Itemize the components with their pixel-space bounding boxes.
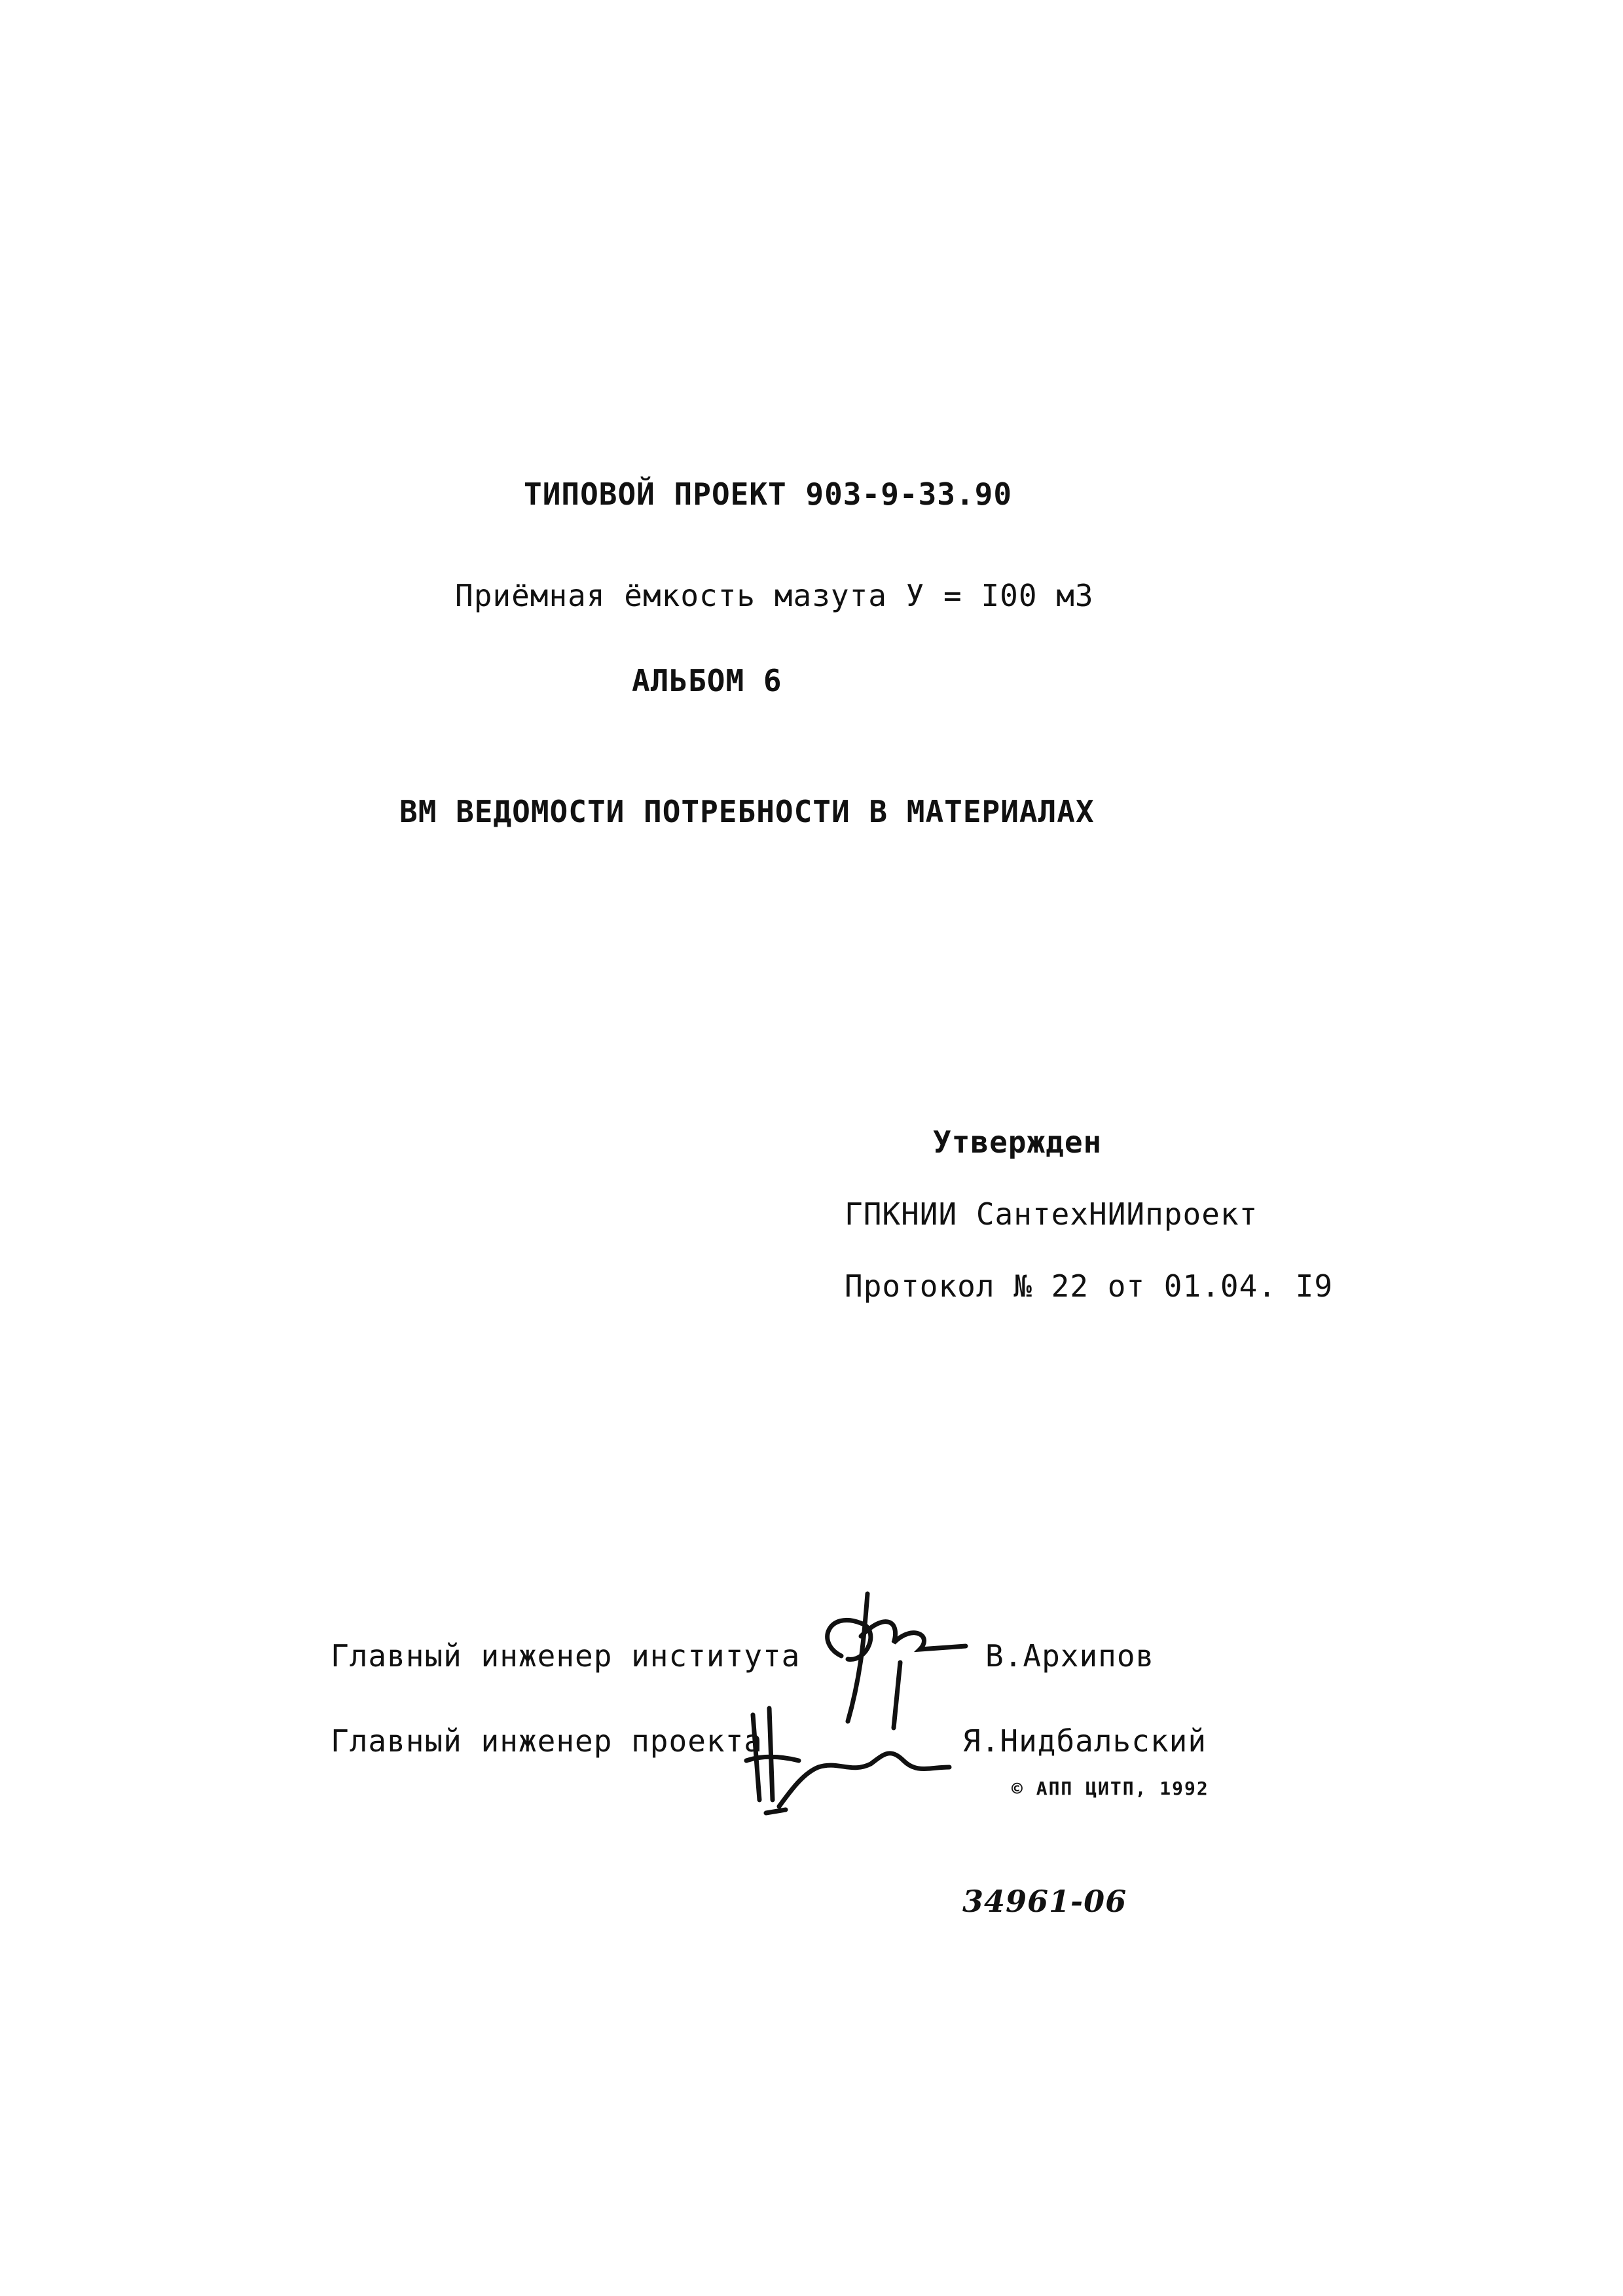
inventory-number: 34961-06 — [962, 1884, 1127, 1919]
protocol-line: Протокол № 22 от 01.04. I9 — [845, 1268, 1334, 1304]
project-title: ТИПОВОЙ ПРОЕКТ 903-9-33.90 — [524, 476, 1013, 512]
section-title: ВМ ВЕДОМОСТИ ПОТРЕБНОСТИ В МАТЕРИАЛАХ — [399, 794, 1095, 829]
subject-line: Приёмная ёмкость мазута У = I00 м3 — [455, 578, 1094, 613]
chief-engineer-institute-name: В.Архипов — [985, 1638, 1155, 1674]
chief-engineer-project-label: Главный инженер проекта — [331, 1723, 763, 1759]
signature-project — [740, 1702, 962, 1820]
chief-engineer-project-name: Я.Нидбальский — [962, 1723, 1207, 1759]
approved-label: Утвержден — [933, 1124, 1103, 1160]
album-number: АЛЬБОМ 6 — [632, 663, 782, 698]
chief-engineer-institute-label: Главный инженер института — [331, 1638, 801, 1674]
approving-organization: ГПКНИИ СантехНИИпроект — [845, 1196, 1258, 1232]
copyright-note: © АПП ЦИТП, 1992 — [1012, 1778, 1209, 1799]
